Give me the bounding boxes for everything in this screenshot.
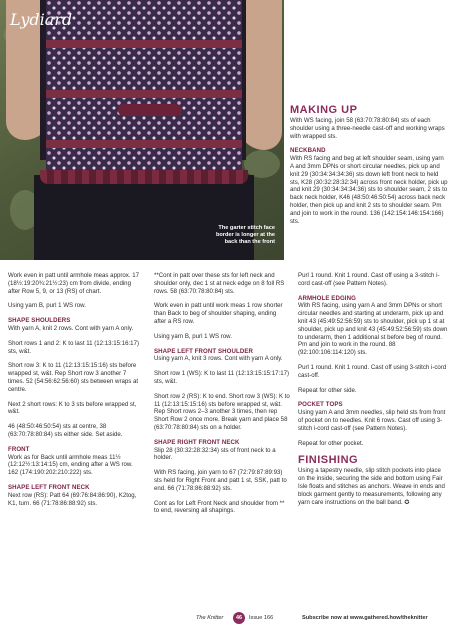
paragraph: With RS facing, using yarn A and 3mm DPNs or short circular needles and starting at underarm, pick up and knit 43 (45:49:52:56:59) sts to shoulder, pick up 1 st at shoulder, pick up and knit 43 (45:49:52:56:59) sts down to underarm, then 1 additional st before beg of round. Pm and join to work in the round. 88 (92:100:106:114:120) sts. [298, 302, 448, 357]
paragraph: With WS facing, join 58 (63:70:78:80:84) sts of each shoulder using a three-needle cast-off and working wraps with wrapped sts. [290, 117, 445, 140]
column-3 [298, 272, 448, 513]
paragraph: Short row 3: K to 11 (12:13:15:15:16) sts before wrapped st, w&t. Rep Short row 3 another 7 times. 52 (54:56:62:56:60) sts between wraps at centre. [8, 362, 139, 393]
paragraph: Using yarn B, purl 1 WS row. [8, 302, 86, 310]
paragraph: With RS facing and beg at left shoulder seam, using yarn A and 3mm DPNs or short circular needles, pick up and knit 29 (30:34:34:34:36) sts down left front neck to held sts, K28 (30:32:28:32:34) across front neck holder, pick up and knit 29 (30:34:34:34:36) sts to shoulder seam, 2 sts to back neck holder, K46 (48:50:46:50:54) across back neck holder, then pick up and knit 2 sts to shoulder seam. Pm and join to work in the round. 136 (142:154:146:154:166) sts. [290, 155, 448, 225]
paragraph: Using yarn A, knit 3 rows. Cont with yarn A only. [154, 355, 283, 363]
paragraph: Next row (RS): Patt 64 (69:76:84:86:90), K2tog, K1, turn. 66 (71:78:86:88:92) sts. [8, 491, 137, 507]
paragraph: **Cont in patt over these sts for left neck and shoulder only, dec 1 st at neck edge on 8 foll RS rows. 58 (63:70:78:80:84) sts. [154, 272, 285, 295]
paragraph: Using yarn B, purl 1 WS row. [154, 332, 232, 340]
paragraph: Work as for Back until armhole meas 11½ (12:12½:13:14:15) cm, ending after a WS row. 162 (174:190:202:210:222) sts. [8, 453, 133, 477]
paragraph: Purl 1 round. Knit 1 round. Cast off using 3-stitch i-cord cast-off. [298, 363, 447, 379]
pocket-band [118, 104, 182, 116]
section-heading: SHAPE SHOULDERS [8, 317, 71, 325]
paragraph: Short rows 1 and 2: K to last 11 (12:13:15:16:17) sts, w&t. [8, 339, 139, 355]
magazine-name: The Knitter [196, 615, 224, 621]
paragraph: Next 2 short rows: K to 3 sts before wrapped st, w&t. [8, 400, 137, 416]
column-3-top [290, 104, 448, 232]
issue-number: Issue 166 [249, 615, 274, 621]
paragraph: Using a tapestry needle, slip stitch pockets into place on the inside, securing the side and bottom using Fair Isle floats and stitches as anchors. Weave in ends and block garment gently to measurements, following any yarn care instructions on the ball band. ✪ [298, 467, 445, 506]
paragraph: Work even in patt until armhole meas approx. 17 (18½:19:20¾:21½:23) cm from divide, ending after Row 5, 9, or 13 (RS) of chart. [8, 272, 139, 295]
section-heading: MAKING UP [290, 104, 358, 116]
page-number: 46 [233, 612, 245, 624]
subscribe-link[interactable]: Subscribe now at www.gathered.how/theknitter [302, 615, 428, 621]
page-footer [0, 612, 453, 626]
section-heading: FRONT [8, 445, 30, 453]
section-heading: SHAPE LEFT FRONT SHOULDER [154, 347, 253, 355]
section-heading: NECKBAND [290, 147, 326, 155]
column-1 [8, 272, 144, 514]
paragraph: Work even in patt until work meas 1 row shorter than Back to beg of shoulder shaping, ending after a RS row. [154, 302, 283, 325]
paragraph: Short row 2 (RS): K to end. Short row 3 (WS): K to 11 (12:13:15:15:16) sts before wrapped st, w&t. Rep Short rows 2–3 another 3 times, then rep Short Row 2 once more. Break yarn and place 58 (63:70:78:80:84) sts on a holder. [154, 392, 290, 431]
photo-caption: The garter stitch face border is longer at the back than the front [215, 225, 275, 245]
paragraph: With yarn A, knit 2 rows. Cont with yarn A only. [8, 324, 134, 332]
paragraph: Using yarn A and 3mm needles, slip held sts from front of pocket on to needles. Knit 6 rows. Cast off using 3-stitch i-cord cast-off (see Pattern Notes). [298, 409, 446, 432]
paragraph: Cont as for Left Front Neck and shoulder from ** to end, reversing all shapings. [154, 499, 285, 515]
paragraph: Repeat for other pocket. [298, 439, 364, 447]
paragraph: With RS facing, join yarn to 67 (72:79:87:89:93) sts held for Right Front and patt 1 st, SSK, patt to end. 66 (71:78:86:88:92) sts. [154, 469, 287, 492]
paragraph: Purl 1 round. Knit 1 round. Cast off using a 3-stitch i-cord cast-off (see Pattern Notes). [298, 272, 440, 287]
section-heading: POCKET TOPS [298, 401, 343, 409]
paragraph: Repeat for other side. [298, 386, 357, 394]
section-heading: ARMHOLE EDGING [298, 294, 356, 302]
section-heading: FINISHING [298, 454, 359, 467]
section-heading: SHAPE RIGHT FRONT NECK [154, 438, 240, 446]
paragraph: Short row 1 (WS): K to last 11 (12:13:15:15:17:17) sts, w&t. [154, 370, 290, 385]
pattern-title: Lydiard [10, 10, 73, 29]
garter-hem [40, 170, 248, 184]
column-2 [154, 272, 290, 522]
garment-photo [0, 0, 284, 260]
paragraph: Slip 28 (30:32:28:32:34) sts of front neck to a holder. [154, 446, 276, 462]
section-heading: SHAPE LEFT FRONT NECK [8, 483, 90, 491]
paragraph: 46 (48:50:46:50:54) sts at centre, 38 (63:70:78:80:84) sts either side. Set aside. [8, 423, 123, 438]
